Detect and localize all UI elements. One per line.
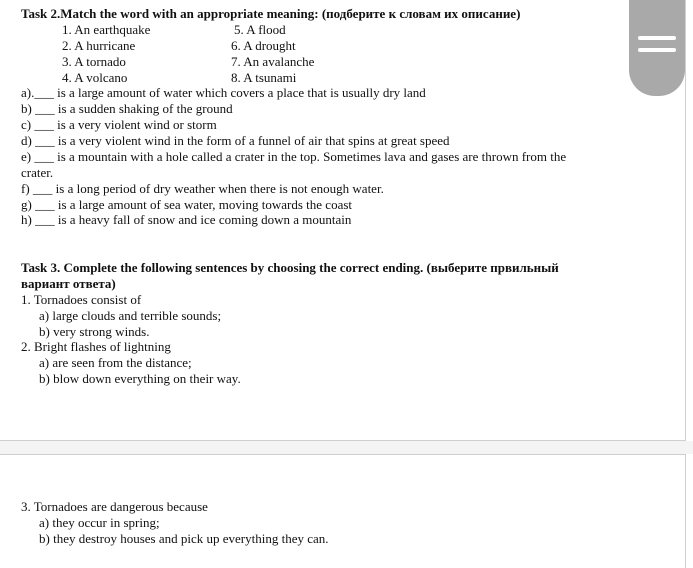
question-3-option-a: a) they occur in spring; xyxy=(39,515,160,530)
definition-line: f) ___ is a long period of dry weather when there is not enough water. xyxy=(21,181,384,196)
question-2-option-a: a) are seen from the distance; xyxy=(39,355,192,370)
word-item: 3. A tornado xyxy=(62,54,126,69)
task3-title-cont: вариант ответа) xyxy=(21,276,116,291)
definition-line: a).___ is a large amount of water which covers a place that is usually dry land xyxy=(21,85,426,100)
task2-title: Task 2.Match the word with an appropriate meaning: (подберите к словам их описание) xyxy=(21,6,521,21)
word-item: 5. A flood xyxy=(234,22,286,37)
word-item: 7. An avalanche xyxy=(231,54,315,69)
question-1-option-a: a) large clouds and terrible sounds; xyxy=(39,308,222,323)
question-1: 1. Tornadoes consist of xyxy=(21,292,142,307)
word-item: 2. A hurricane xyxy=(62,38,136,53)
word-item: 6. A drought xyxy=(231,38,296,53)
definition-line: b) ___ is a sudden shaking of the ground xyxy=(21,101,233,116)
worksheet-page-2 xyxy=(0,454,686,568)
question-2: 2. Bright flashes of lightning xyxy=(21,339,171,354)
question-3-option-b: b) they destroy houses and pick up everything they can. xyxy=(39,531,329,546)
definition-line: d) ___ is a very violent wind in the form of a funnel of air that spins at great speed xyxy=(21,133,450,148)
menu-bar xyxy=(638,36,676,40)
question-1-option-b: b) very strong winds. xyxy=(39,324,150,339)
hamburger-menu-icon[interactable] xyxy=(629,0,685,96)
menu-bar xyxy=(638,48,676,52)
definition-line: g) ___ is a large amount of sea water, moving towards the coast xyxy=(21,197,353,212)
definition-line: e) ___ is a mountain with a hole called a crater in the top. Sometimes lava and gases are thrown from the xyxy=(21,149,567,164)
question-2-option-b: b) blow down everything on their way. xyxy=(39,371,241,386)
definition-line: crater. xyxy=(21,165,54,180)
definition-line: c) ___ is a very violent wind or storm xyxy=(21,117,217,132)
word-item: 4. A volcano xyxy=(62,70,128,85)
task3-title: Task 3. Complete the following sentences by choosing the correct ending. (выберите првильный xyxy=(21,260,559,275)
question-3: 3. Tornadoes are dangerous because xyxy=(21,499,208,514)
word-item: 1. An earthquake xyxy=(62,22,151,37)
page-gap xyxy=(0,441,693,454)
word-item: 8. A tsunami xyxy=(231,70,297,85)
definition-line: h) ___ is a heavy fall of snow and ice coming down a mountain xyxy=(21,212,352,227)
